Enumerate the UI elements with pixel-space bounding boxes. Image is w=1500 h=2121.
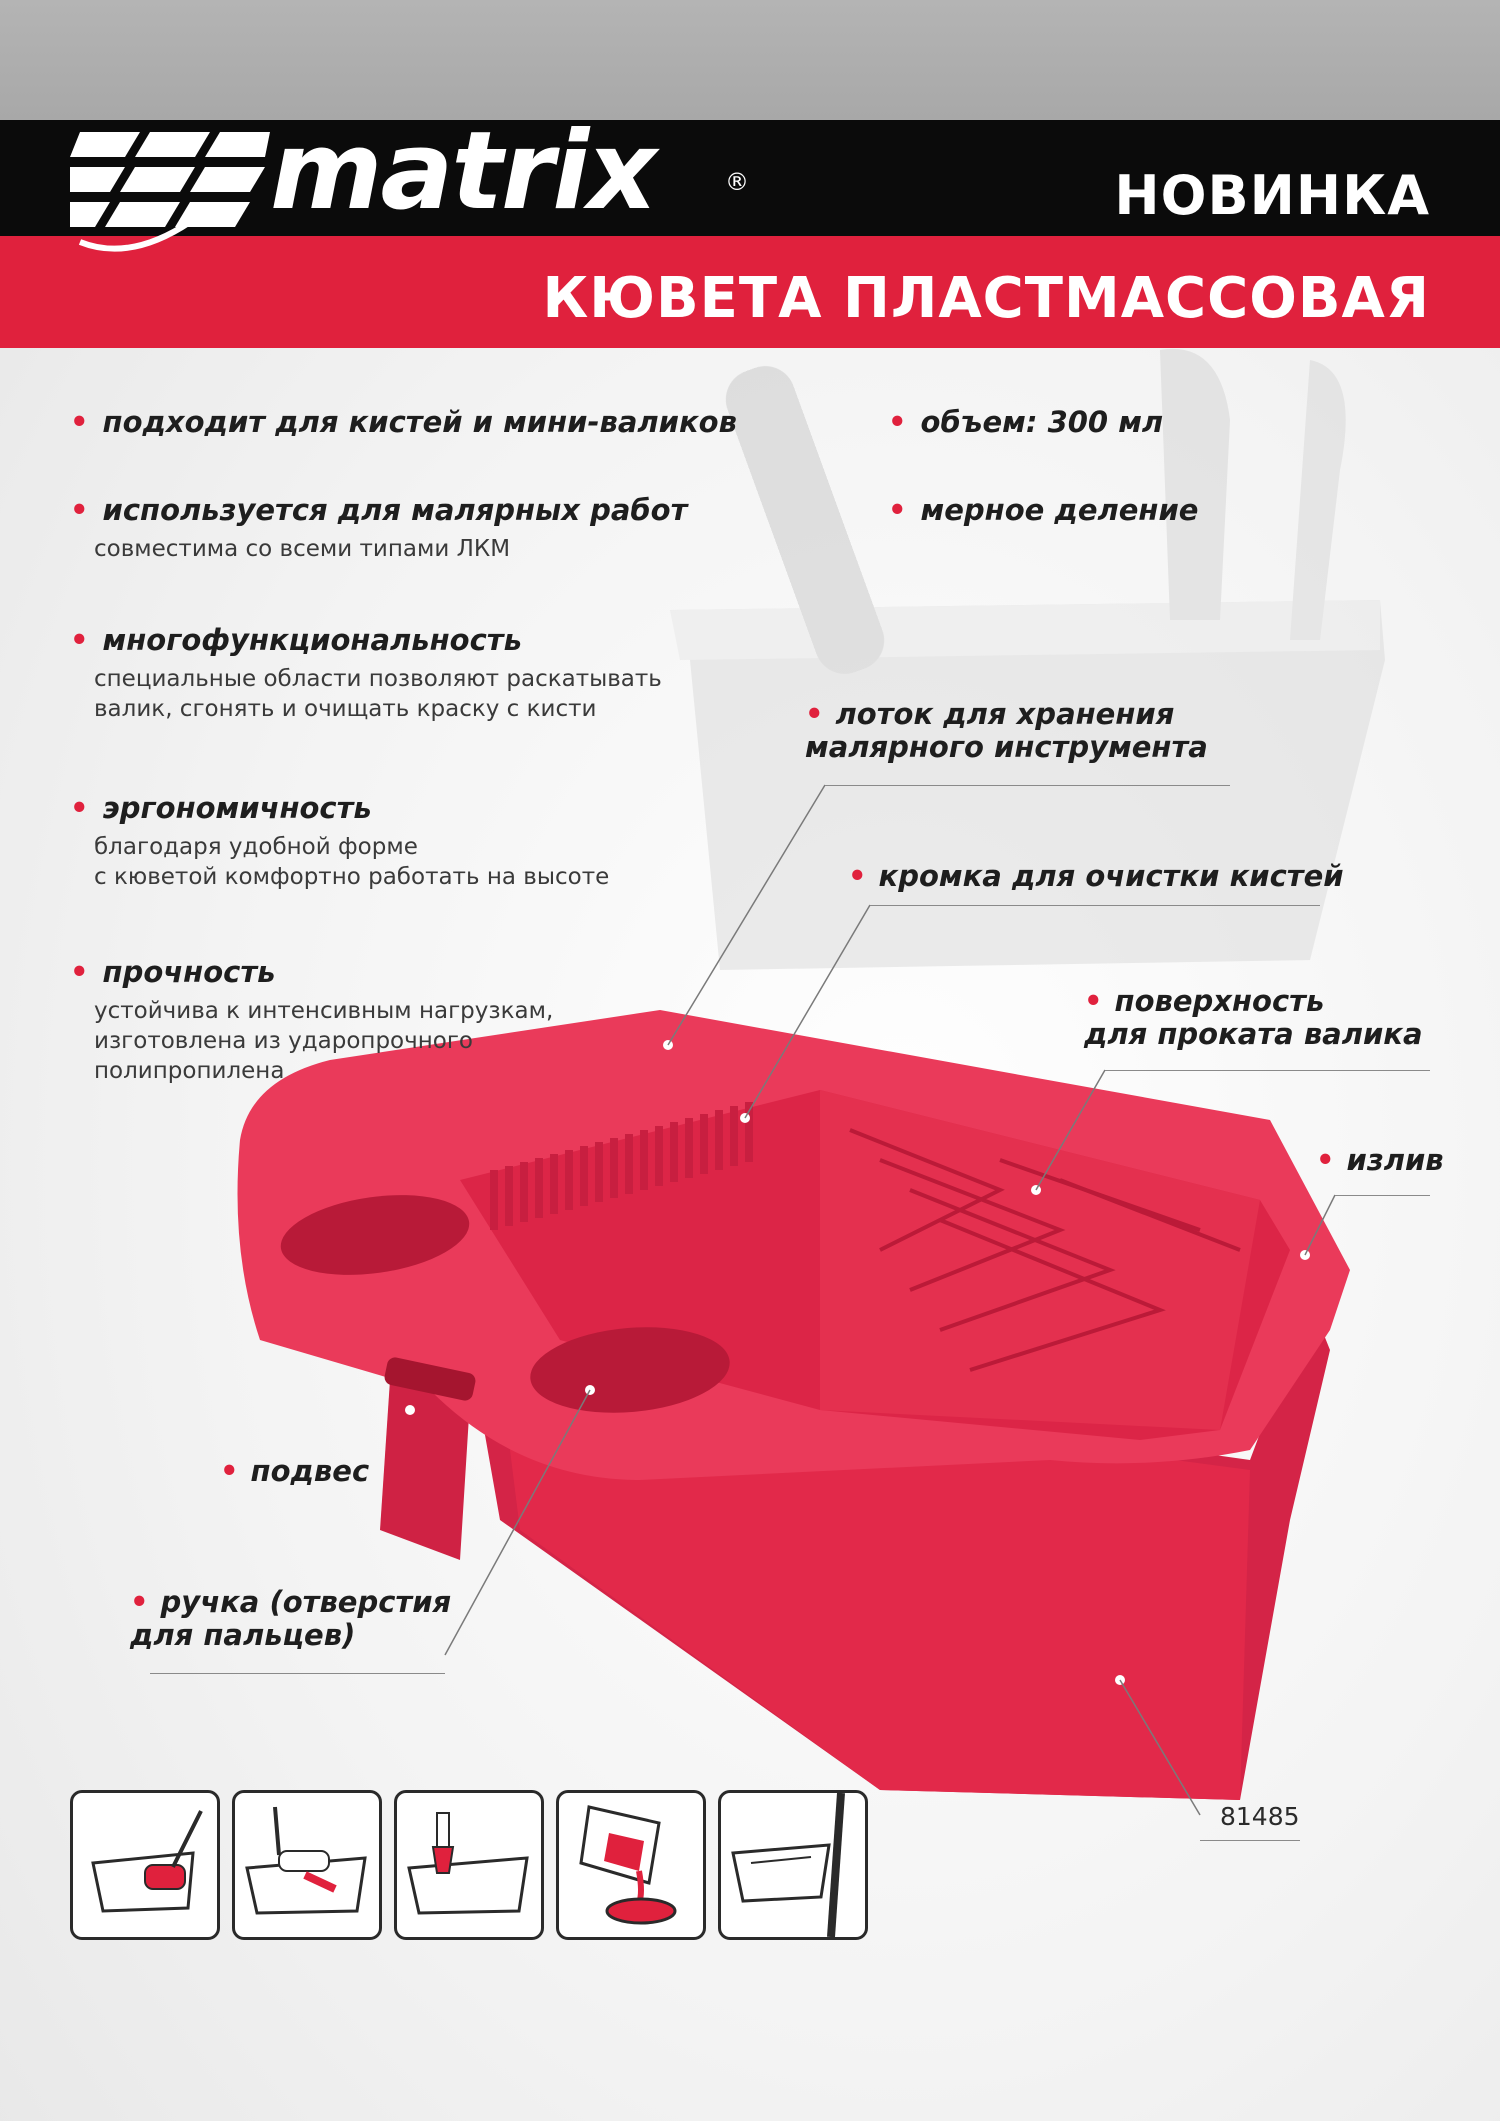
callout-text: подвес: [250, 1454, 370, 1488]
callout-handle: • ручка (отверстия для пальцев): [130, 1585, 452, 1653]
feature-ergonomic: • эргономичность благодаря удобной форме с кюветой комфортно работать на высоте: [70, 792, 609, 893]
callout-roller-surface: • поверхность для проката валика: [1084, 984, 1423, 1052]
callout-text: поверхность для проката валика: [1084, 984, 1423, 1052]
feature-durability: • прочность устойчива к интенсивным нагрузкам, изготовлена из ударопрочного полипропилена: [70, 956, 553, 1087]
callout-rule: [1105, 1070, 1430, 1071]
feature-brushes: • подходит для кистей и мини-валиков: [70, 405, 737, 439]
roller-in-tray-icon: [70, 1790, 220, 1940]
callout-text: излив: [1346, 1143, 1444, 1177]
tray-on-ladder-icon: [718, 1790, 868, 1940]
feature-desc: специальные области позволяют раскатывать валик, сгонять и очищать краску с кисти: [94, 666, 662, 723]
callout-spout: • излив: [1316, 1143, 1444, 1177]
spec-title: объем: 300 мл: [920, 405, 1164, 439]
new-badge: НОВИНКА: [1114, 164, 1430, 227]
spec-volume: • объем: 300 мл: [888, 405, 1164, 439]
feature-painting-work: • используется для малярных работ совместима со всеми типами ЛКМ: [70, 494, 687, 565]
callout-rule: [870, 905, 1320, 906]
article-number: 81485: [1220, 1802, 1300, 1831]
callout-rule: [150, 1673, 445, 1674]
callout-text: лоток для хранения малярного инструмента: [805, 697, 1208, 765]
product-title: КЮВЕТА ПЛАСТМАССОВАЯ: [542, 266, 1430, 331]
callout-text: ручка (отверстия для пальцев): [130, 1585, 452, 1653]
feature-multifunctional: • многофункциональность специальные области позволяют раскатывать валик, сгонять и очищать краску с кисти: [70, 624, 662, 725]
callout-rule: [825, 785, 1230, 786]
callout-tool-tray: • лоток для хранения малярного инструмента: [805, 697, 1208, 765]
callout-text: кромка для очистки кистей: [878, 859, 1344, 893]
feature-title: эргономичность: [102, 791, 372, 825]
registered-mark: ®: [725, 168, 749, 196]
spec-measure-scale: • мерное деление: [888, 493, 1199, 527]
feature-title: используется для малярных работ: [102, 493, 688, 527]
pouring-paint-icon: [556, 1790, 706, 1940]
roller-on-ramp-icon: [232, 1790, 382, 1940]
article-rule: [1200, 1840, 1300, 1841]
spec-title: мерное деление: [920, 493, 1199, 527]
feature-desc: благодаря удобной форме с кюветой комфортно работать на высоте: [94, 834, 610, 891]
feature-title: многофункциональность: [102, 623, 522, 657]
callout-rule: [1335, 1195, 1430, 1196]
feature-title: прочность: [102, 955, 276, 989]
feature-title: подходит для кистей и мини-валиков: [102, 405, 737, 439]
callout-hanger: • подвес: [220, 1454, 370, 1488]
brush-cleaning-icon: [394, 1790, 544, 1940]
feature-desc: устойчива к интенсивным нагрузкам, изготовлена из ударопрочного полипропилена: [94, 998, 554, 1085]
logo-wordmark: matrix: [270, 109, 655, 234]
feature-desc: совместима со всеми типами ЛКМ: [94, 536, 511, 563]
red-tray: [238, 1010, 1351, 1800]
callout-brush-edge: • кромка для очистки кистей: [848, 859, 1344, 893]
